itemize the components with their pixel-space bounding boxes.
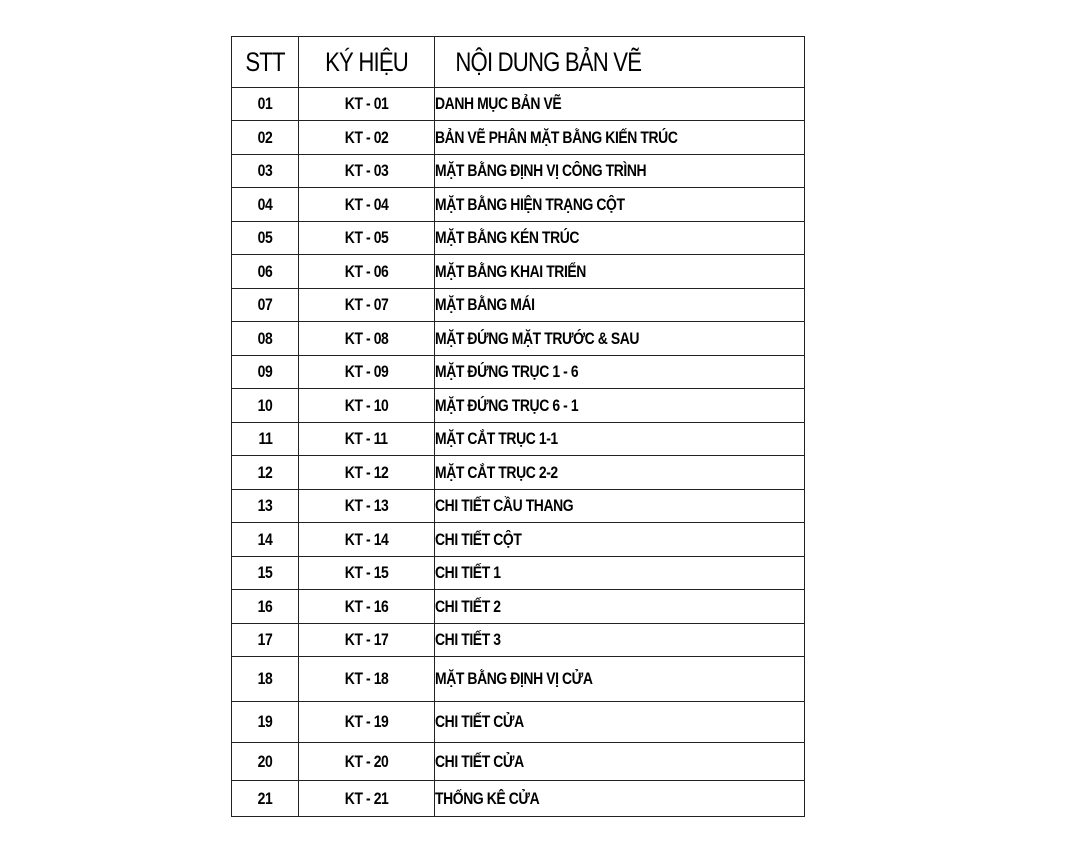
stt-cell-text: 15 (257, 563, 273, 582)
code-cell-text: KT - 12 (344, 462, 389, 482)
content-cell-text: MẶT BẰNG HIỆN TRẠNG CỘT (435, 194, 625, 214)
stt-cell-text: 02 (257, 127, 273, 147)
stt-cell (232, 490, 299, 523)
code-cell (299, 624, 435, 657)
stt-cell-text: 16 (257, 596, 273, 616)
table-row (232, 155, 805, 188)
content-cell-text: BẢN VẼ PHÂN MẶT BẰNG KIẾN TRÚC (435, 127, 678, 147)
table-row (232, 389, 805, 423)
code-cell-text: KT - 05 (344, 228, 389, 247)
code-cell (299, 188, 435, 222)
stt-cell-text: 12 (257, 462, 273, 482)
content-cell-text: CHI TIẾT CỬA (435, 751, 524, 771)
stt-cell (232, 289, 299, 322)
stt-cell-text: 21 (257, 788, 273, 808)
table-row (232, 322, 805, 356)
content-cell-text: CHI TIẾT 3 (435, 630, 501, 649)
code-cell-text: KT - 11 (345, 429, 388, 448)
header-content (435, 37, 805, 88)
stt-cell (232, 121, 299, 155)
stt-cell (232, 590, 299, 624)
code-cell (299, 743, 435, 781)
code-cell (299, 456, 435, 490)
stt-cell-text: 07 (257, 295, 273, 314)
code-cell-text: KT - 02 (344, 127, 389, 147)
stt-cell (232, 155, 299, 188)
code-cell-text: KT - 04 (344, 194, 389, 214)
code-cell-text: KT - 21 (344, 788, 389, 808)
code-cell-text: KT - 17 (344, 630, 389, 649)
content-cell (435, 88, 805, 121)
content-cell (435, 456, 805, 490)
header-code-label: KÝ HIỆU (325, 46, 408, 77)
header-stt-label: STT (245, 46, 285, 77)
content-cell-text: MẶT BẰNG ĐỊNH VỊ CỬA (435, 669, 593, 688)
content-cell-text: CHI TIẾT 2 (435, 596, 501, 616)
table-row (232, 657, 805, 702)
code-cell-text: KT - 03 (344, 161, 389, 180)
stt-cell-text: 06 (257, 261, 273, 281)
code-cell (299, 702, 435, 743)
content-cell-text: MẶT ĐỨNG TRỤC 1 - 6 (435, 362, 579, 381)
table-row (232, 743, 805, 781)
content-cell-text: CHI TIẾT CẦU THANG (435, 496, 574, 515)
table-row (232, 781, 805, 817)
table-row (232, 222, 805, 255)
table-row (232, 255, 805, 289)
table-row (232, 88, 805, 121)
stt-cell-text: 08 (257, 328, 273, 348)
stt-cell (232, 743, 299, 781)
table-row (232, 356, 805, 389)
code-cell (299, 423, 435, 456)
code-cell-text: KT - 18 (344, 669, 389, 688)
stt-cell (232, 557, 299, 590)
table-row (232, 702, 805, 743)
table-row (232, 456, 805, 490)
code-cell (299, 657, 435, 702)
code-cell-text: KT - 14 (344, 529, 389, 549)
code-cell (299, 389, 435, 423)
header-row (232, 37, 805, 88)
content-cell-text: MẶT BẰNG KHAI TRIỂN (435, 261, 586, 281)
code-cell-text: KT - 19 (344, 712, 389, 731)
content-cell (435, 121, 805, 155)
content-cell (435, 657, 805, 702)
stt-cell-text: 17 (257, 630, 273, 649)
stt-cell (232, 88, 299, 121)
stt-cell (232, 657, 299, 702)
code-cell (299, 88, 435, 121)
header-stt (232, 37, 299, 88)
content-cell (435, 255, 805, 289)
stt-cell-text: 18 (257, 669, 273, 688)
table-row (232, 188, 805, 222)
code-cell-text: KT - 16 (344, 596, 389, 616)
code-cell (299, 590, 435, 624)
content-cell (435, 322, 805, 356)
stt-cell-text: 19 (257, 712, 273, 731)
stt-cell-text: 04 (257, 194, 273, 214)
code-cell (299, 781, 435, 817)
content-cell (435, 389, 805, 423)
code-cell (299, 322, 435, 356)
code-cell-text: KT - 20 (344, 751, 389, 771)
content-cell-text: MẶT ĐỨNG TRỤC 6 - 1 (435, 395, 579, 415)
table-row (232, 490, 805, 523)
table-row (232, 590, 805, 624)
code-cell-text: KT - 15 (344, 563, 389, 582)
stt-cell (232, 356, 299, 389)
content-cell (435, 624, 805, 657)
content-cell-text: DANH MỤC BẢN VẼ (435, 94, 562, 113)
table-row (232, 121, 805, 155)
code-cell (299, 121, 435, 155)
stt-cell-text: 20 (257, 751, 273, 771)
content-cell-text: CHI TIẾT CỬA (435, 712, 524, 731)
stt-cell-text: 03 (257, 161, 273, 180)
stt-cell (232, 222, 299, 255)
table-row (232, 624, 805, 657)
content-cell (435, 222, 805, 255)
stt-cell (232, 456, 299, 490)
stt-cell-text: 13 (257, 496, 273, 515)
content-cell (435, 490, 805, 523)
code-cell (299, 289, 435, 322)
table-row (232, 557, 805, 590)
code-cell-text: KT - 01 (344, 94, 389, 113)
content-cell (435, 289, 805, 322)
content-cell-text: MẶT BẰNG ĐỊNH VỊ CÔNG TRÌNH (435, 161, 647, 180)
stt-cell (232, 781, 299, 817)
stt-cell-text: 01 (257, 94, 273, 113)
stt-cell (232, 255, 299, 289)
stt-cell-text: 05 (257, 228, 273, 247)
stt-cell (232, 523, 299, 557)
content-cell-text: CHI TIẾT 1 (435, 563, 501, 582)
stt-cell-text: 11 (258, 429, 272, 448)
content-cell (435, 702, 805, 743)
content-cell-text: MẶT ĐỨNG MẶT TRƯỚC & SAU (435, 328, 640, 348)
code-cell (299, 356, 435, 389)
table-header (232, 37, 805, 88)
stt-cell-text: 14 (257, 529, 273, 549)
content-cell (435, 743, 805, 781)
content-cell-text: MẶT CẮT TRỤC 2-2 (435, 462, 558, 482)
drawing-list-table (231, 36, 805, 817)
code-cell-text: KT - 13 (344, 496, 389, 515)
table-row (232, 289, 805, 322)
header-code (299, 37, 435, 88)
stt-cell (232, 423, 299, 456)
content-cell (435, 188, 805, 222)
code-cell-text: KT - 06 (344, 261, 389, 281)
code-cell (299, 523, 435, 557)
content-cell-text: THỐNG KÊ CỬA (435, 788, 540, 808)
code-cell-text: KT - 10 (344, 395, 389, 415)
code-cell (299, 490, 435, 523)
stt-cell (232, 389, 299, 423)
code-cell-text: KT - 09 (344, 362, 389, 381)
table-row (232, 523, 805, 557)
stt-cell (232, 188, 299, 222)
content-cell (435, 155, 805, 188)
content-cell (435, 523, 805, 557)
content-cell-text: MẶT BẰNG MÁI (435, 295, 535, 314)
stt-cell (232, 322, 299, 356)
content-cell-text: MẶT CẮT TRỤC 1-1 (435, 429, 558, 448)
code-cell (299, 155, 435, 188)
content-cell (435, 781, 805, 817)
content-cell-text: MẶT BẰNG KÉN TRÚC (435, 228, 580, 247)
stt-cell (232, 624, 299, 657)
code-cell (299, 222, 435, 255)
content-cell (435, 423, 805, 456)
table-row (232, 423, 805, 456)
stt-cell-text: 10 (257, 395, 273, 415)
stt-cell-text: 09 (257, 362, 273, 381)
code-cell (299, 255, 435, 289)
content-cell (435, 590, 805, 624)
code-cell-text: KT - 08 (344, 328, 389, 348)
code-cell (299, 557, 435, 590)
content-cell-text: CHI TIẾT CỘT (435, 529, 522, 549)
code-cell-text: KT - 07 (344, 295, 389, 314)
content-cell (435, 557, 805, 590)
table-body (232, 88, 805, 817)
stt-cell (232, 702, 299, 743)
content-cell (435, 356, 805, 389)
header-content-label: NỘI DUNG BẢN VẼ (455, 46, 642, 77)
